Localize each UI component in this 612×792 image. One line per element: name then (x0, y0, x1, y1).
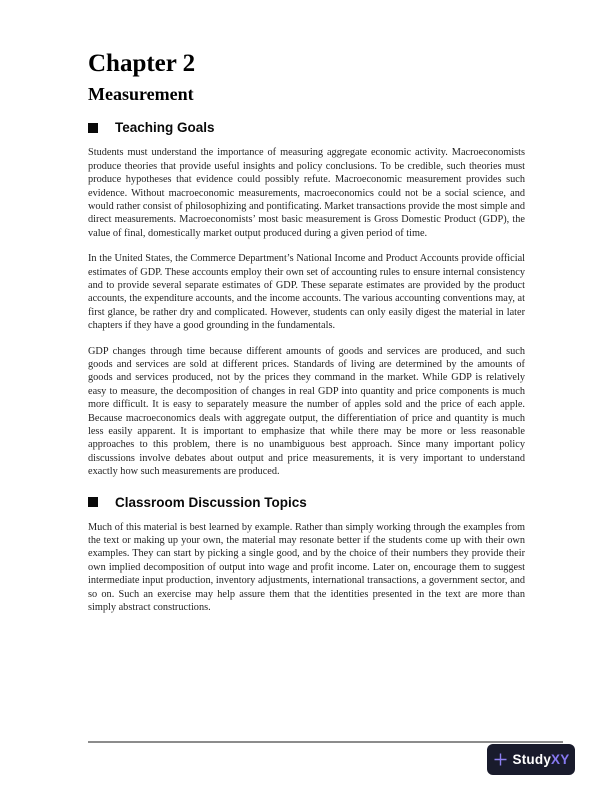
square-bullet-icon (88, 497, 98, 507)
square-bullet-icon (88, 123, 98, 133)
footer-divider (88, 741, 563, 743)
chapter-title: Chapter 2 (88, 50, 196, 77)
chapter-subtitle: Measurement (88, 83, 194, 104)
brand-name (513, 752, 570, 767)
brand-name-primary: Study (512, 752, 552, 767)
paragraph: Students must understand the importance of measuring aggregate economic activity. Macroeconomists produce theories that provide useful insights and policy conclusions. To be credible, such theories must produce hypotheses that evidence could possibly refute. Macroeconomic measurement provides such evidence. Without macroeconomic measurements, macroeconomics could not be a social science, and would rather consist of philosophizing and pontificating. Market transactions provide the most simple and direct measurements. Macroeconomists’ most basic measurement is Gross Domestic Product (GDP), the value of final, domestically market output produced during a given period of time. (88, 147, 525, 239)
page-content (88, 50, 525, 626)
section-heading-teaching-goals (88, 120, 525, 135)
brand-name-accent: XY (551, 752, 570, 767)
plus-icon (493, 752, 508, 767)
section-heading-label: Teaching Goals (115, 120, 215, 136)
studyxy-logo (487, 744, 575, 775)
paragraph: Much of this material is best learned by example. Rather than simply working through the examples from the text or making up your own, the material may resonate better if the students come up with their own examples. They can start by picking a single good, and by the choice of their numbers they provide their own implied decomposition of output into wage and profit income. Later on, encourage them to suggest intermediate input production, inventory adjustments, international transactions, a government sector, and so on. Such an exercise may help assure them that the identities presented in the text are more than simply abstract constructions. (88, 521, 525, 614)
paragraph: GDP changes through time because different amounts of goods and services are produced, and such goods and services are sold at different prices. Standards of living are determined by the amounts of goods and services produced, not by the prices they command in the market. While GDP is relatively easy to measure, the decomposition of changes in real GDP into quantity and price components is much more difficult. It is easy to separately measure the number of apples sold and the price of each apple. Because macroeconomics deals with aggregate output, the differentiation of price and quantity is much less easily apparent. It is important to emphasize that while there may be more or less reasonable approaches to this problem, there is no unambiguous best approach. Since many important policy discussions involve debates about output and price measurements, it is very important to understand exactly how such measurements are produced. (88, 345, 525, 478)
section-heading-classroom-discussion-topics (88, 495, 525, 510)
section-heading-label: Classroom Discussion Topics (115, 494, 307, 510)
paragraph: In the United States, the Commerce Department’s National Income and Product Accounts provide official estimates of GDP. These accounts employ their own set of accounting rules to ensure internal consistency and to provide several separate estimates of GDP. These separate estimates are provided by the product accounts, the expenditure accounts, and the income accounts. The various accounting conventions may, at first glance, be rather dry and complicated. However, students can only easily digest the material in later chapters if they have a good grounding in the fundamentals. (88, 253, 525, 332)
